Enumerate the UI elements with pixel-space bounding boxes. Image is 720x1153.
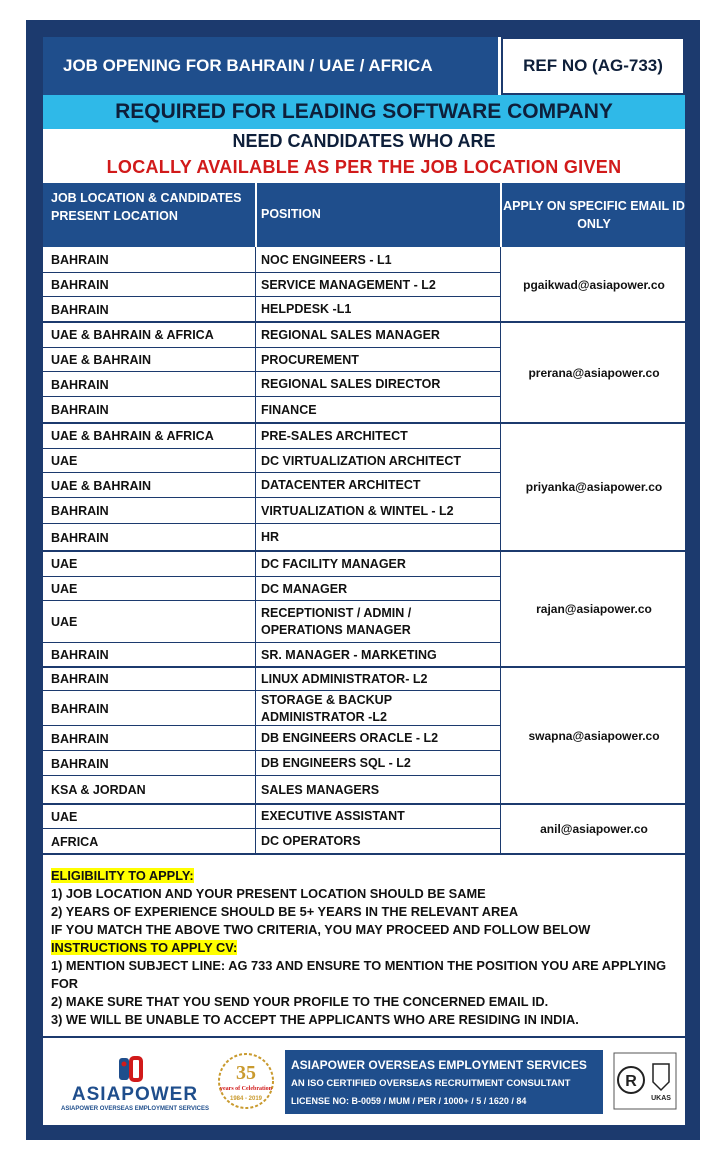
job-position: SR. MANAGER - MARKETING bbox=[261, 647, 437, 662]
job-location: UAE bbox=[51, 582, 78, 596]
logo-subtitle: ASIAPOWER OVERSEAS EMPLOYMENT SERVICES bbox=[61, 1106, 209, 1112]
asiapower-logo-icon bbox=[55, 1054, 215, 1084]
company-info-box bbox=[285, 1050, 603, 1114]
apply-email[interactable]: anil@asiapower.co bbox=[540, 822, 648, 836]
table-row bbox=[43, 273, 501, 297]
company-name: ASIAPOWER OVERSEAS EMPLOYMENT SERVICES bbox=[291, 1058, 587, 1072]
apply-email[interactable]: prerana@asiapower.co bbox=[528, 365, 660, 380]
job-position: DC OPERATORS bbox=[261, 834, 361, 848]
table-row bbox=[43, 449, 501, 473]
anniversary-seal-icon bbox=[217, 1052, 275, 1110]
job-position: LINUX ADMINISTRATOR- L2 bbox=[261, 671, 428, 686]
job-location: BAHRAIN bbox=[51, 672, 109, 686]
job-location: BAHRAIN bbox=[51, 731, 109, 746]
job-location: UAE & BAHRAIN & AFRICA bbox=[51, 328, 214, 342]
table-row bbox=[43, 498, 501, 524]
job-position: RECEPTIONIST / ADMIN / OPERATIONS MANAGER bbox=[261, 606, 412, 637]
job-position: SERVICE MANAGEMENT - L2 bbox=[261, 277, 436, 292]
eligibility-section bbox=[51, 867, 681, 1029]
table-row bbox=[43, 473, 501, 498]
subtitle-red: LOCALLY AVAILABLE AS PER THE JOB LOCATION GIVEN bbox=[106, 157, 622, 177]
job-position: DATACENTER ARCHITECT bbox=[261, 478, 421, 492]
job-location: UAE bbox=[51, 454, 78, 468]
iso-certification: AN ISO CERTIFIED OVERSEAS RECRUITMENT CONSULTANT bbox=[291, 1078, 571, 1089]
instruction-line: 3) WE WILL BE UNABLE TO ACCEPT THE APPLICANTS WHO ARE RESIDING IN INDIA. bbox=[51, 1012, 579, 1027]
logo-name: ASIAPOWER bbox=[71, 1084, 199, 1105]
table-row bbox=[43, 804, 501, 829]
table-row bbox=[43, 667, 501, 691]
table-row bbox=[43, 551, 501, 577]
job-position: FINANCE bbox=[261, 402, 317, 417]
instruction-line: 2) MAKE SURE THAT YOU SEND YOUR PROFILE TO THE CONCERNED EMAIL ID. bbox=[51, 994, 549, 1009]
apply-email[interactable]: pgaikwad@asiapower.co bbox=[523, 277, 665, 292]
job-location: UAE bbox=[51, 615, 78, 629]
poster-content bbox=[42, 36, 686, 1126]
column-header-position: POSITION bbox=[261, 207, 321, 221]
job-position: HR bbox=[261, 530, 280, 544]
job-position: DB ENGINEERS ORACLE - L2 bbox=[261, 731, 439, 745]
job-location: BAHRAIN bbox=[51, 530, 109, 545]
table-row bbox=[43, 643, 501, 667]
job-position: SALES MANAGERS bbox=[261, 782, 380, 797]
job-location: UAE & BAHRAIN & AFRICA bbox=[51, 429, 214, 443]
job-position: STORAGE & BACKUP ADMINISTRATOR -L2 bbox=[261, 692, 392, 724]
table-row bbox=[43, 776, 501, 804]
job-position: DC FACILITY MANAGER bbox=[261, 556, 406, 571]
column-divider bbox=[255, 247, 256, 854]
job-location: BAHRAIN bbox=[51, 756, 109, 771]
job-location: BAHRAIN bbox=[51, 648, 109, 662]
poster-frame bbox=[26, 20, 700, 1140]
column-header-location: JOB LOCATION & CANDIDATES PRESENT LOCATION bbox=[51, 191, 242, 223]
job-position: VIRTUALIZATION & WINTEL - L2 bbox=[261, 503, 454, 518]
subtitle: NEED CANDIDATES WHO ARE bbox=[232, 131, 496, 151]
header-divider bbox=[500, 183, 502, 247]
job-position: DC VIRTUALIZATION ARCHITECT bbox=[261, 453, 461, 468]
reference-number: REF NO (AG-733) bbox=[501, 37, 685, 95]
header bbox=[43, 37, 685, 95]
table-row bbox=[43, 297, 501, 322]
table-header bbox=[43, 183, 685, 247]
table-row bbox=[43, 397, 501, 423]
table-row bbox=[43, 322, 501, 348]
job-position: EXECUTIVE ASSISTANT bbox=[261, 809, 405, 823]
eligibility-line: IF YOU MATCH THE ABOVE TWO CRITERIA, YOU MAY PROCEED AND FOLLOW BELOW bbox=[51, 922, 591, 937]
job-position: DC MANAGER bbox=[261, 581, 348, 596]
apply-email[interactable]: priyanka@asiapower.co bbox=[525, 480, 663, 494]
eligibility-line: 2) YEARS OF EXPERIENCE SHOULD BE 5+ YEARS IN THE RELEVANT AREA bbox=[51, 904, 519, 919]
company-logo bbox=[55, 1054, 215, 1114]
svg-text:35: 35 bbox=[236, 1062, 256, 1084]
job-location: BAHRAIN bbox=[51, 253, 109, 267]
column-header-email: APPLY ON SPECIFIC EMAIL ID ONLY bbox=[503, 199, 685, 231]
job-position: PRE-SALES ARCHITECT bbox=[261, 428, 408, 443]
table-row bbox=[43, 524, 501, 551]
header-title: JOB OPENING FOR BAHRAIN / UAE / AFRICA bbox=[43, 37, 501, 95]
eligibility-line: 1) JOB LOCATION AND YOUR PRESENT LOCATION SHOULD BE SAME bbox=[51, 886, 486, 901]
job-position: PROCUREMENT bbox=[261, 352, 359, 367]
table-row bbox=[43, 726, 501, 751]
instructions-heading: INSTRUCTIONS TO APPLY CV: bbox=[51, 940, 238, 955]
job-location: BAHRAIN bbox=[51, 278, 109, 292]
job-location: AFRICA bbox=[51, 834, 99, 849]
svg-text:1984 - 2019: 1984 - 2019 bbox=[229, 1096, 263, 1102]
apply-email[interactable]: swapna@asiapower.co bbox=[528, 728, 660, 743]
table-row bbox=[43, 348, 501, 372]
job-location: BAHRAIN bbox=[51, 377, 109, 392]
header-divider bbox=[255, 183, 257, 247]
job-location: KSA & JORDAN bbox=[51, 783, 146, 797]
job-location: UAE bbox=[51, 557, 78, 571]
table-row bbox=[43, 829, 501, 854]
job-position: REGIONAL SALES DIRECTOR bbox=[261, 377, 441, 391]
table-row bbox=[43, 751, 501, 776]
job-location: BAHRAIN bbox=[51, 701, 109, 716]
column-divider bbox=[500, 247, 501, 854]
license-number: LICENSE NO: B-0059 / MUM / PER / 1000+ / 5 / 1620 / 84 bbox=[291, 1096, 527, 1106]
table-row bbox=[43, 372, 501, 397]
table-row bbox=[43, 577, 501, 601]
footer bbox=[43, 1036, 685, 1127]
table-row bbox=[43, 423, 501, 449]
job-position: DB ENGINEERS SQL - L2 bbox=[261, 756, 411, 770]
job-location: BAHRAIN bbox=[51, 302, 109, 317]
instruction-line: 1) MENTION SUBJECT LINE: AG 733 AND ENSURE TO MENTION THE POSITION YOU ARE APPLYING FOR bbox=[51, 958, 667, 991]
job-position: REGIONAL SALES MANAGER bbox=[261, 327, 440, 342]
job-position: NOC ENGINEERS - L1 bbox=[261, 252, 392, 267]
svg-text:R: R bbox=[625, 1073, 637, 1090]
certification-badge-icon bbox=[613, 1052, 677, 1110]
job-location: UAE & BAHRAIN bbox=[51, 353, 151, 367]
company-banner: REQUIRED FOR LEADING SOFTWARE COMPANY bbox=[43, 95, 685, 129]
apply-email[interactable]: rajan@asiapower.co bbox=[536, 602, 652, 616]
table-row bbox=[43, 601, 501, 643]
job-location: UAE & BAHRAIN bbox=[51, 478, 151, 493]
table-row bbox=[43, 691, 501, 726]
job-location: BAHRAIN bbox=[51, 504, 109, 518]
eligibility-heading: ELIGIBILITY TO APPLY: bbox=[51, 868, 194, 883]
job-position: HELPDESK -L1 bbox=[261, 302, 352, 316]
svg-text:UKAS: UKAS bbox=[651, 1095, 671, 1102]
table-row bbox=[43, 247, 501, 273]
job-location: BAHRAIN bbox=[51, 403, 109, 417]
svg-text:years of Celebration: years of Celebration bbox=[220, 1086, 272, 1092]
job-location: UAE bbox=[51, 809, 78, 824]
